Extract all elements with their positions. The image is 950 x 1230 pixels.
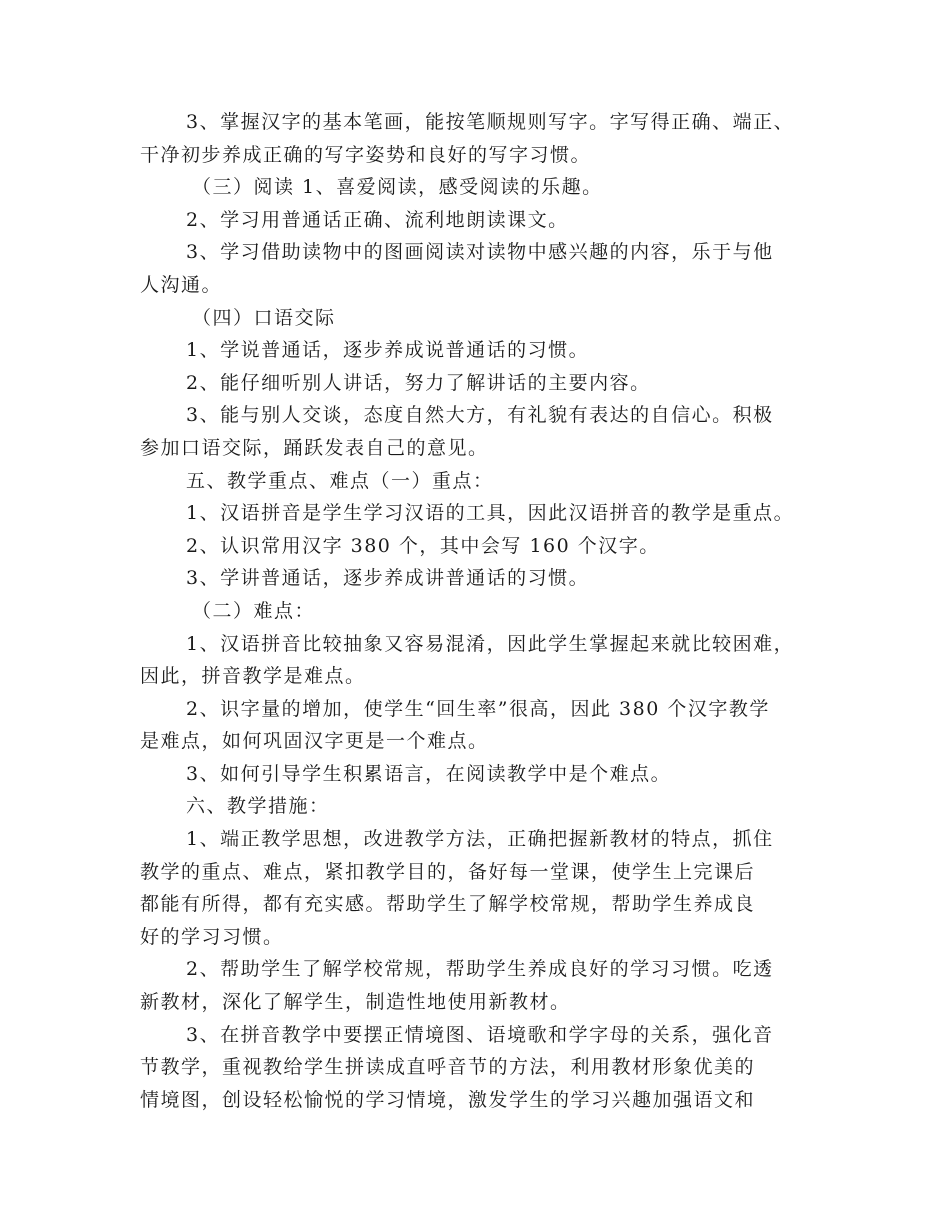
paragraph-line: 2、帮助学生了解学校常规，帮助学生养成良好的学习习惯。吃透	[186, 958, 774, 981]
paragraph-line: 3、掌握汉字的基本笔画，能按笔顺规则写字。字写得正确、端正、	[186, 111, 795, 133]
paragraph-line: 3、学习借助读物中的图画阅读对读物中感兴趣的内容，乐于与他	[186, 241, 774, 264]
paragraph-line: 好的学习习惯。	[140, 925, 284, 948]
paragraph-line: 教学的重点、难点，紧扣教学目的，备好每一堂课，使学生上完课后	[140, 860, 756, 883]
section-heading-oral: （四）口语交际	[192, 306, 336, 329]
paragraph-line: 3、如何引导学生积累语言，在阅读教学中是个难点。	[186, 762, 672, 785]
paragraph-line: 情境图，创设轻松愉悦的学习情境，激发学生的学习兴趣加强语文和	[140, 1088, 756, 1111]
paragraph-line: 节教学，重视教给学生拼读成直呼音节的方法，利用教材形象优美的	[140, 1056, 756, 1079]
paragraph-line: 3、能与别人交谈，态度自然大方，有礼貌有表达的自信心。积极	[186, 404, 774, 427]
paragraph-line: 2、学习用普通话正确、流利地朗读课文。	[186, 208, 569, 231]
paragraph-line: 是难点，如何巩固汉字更是一个难点。	[140, 730, 489, 753]
paragraph-line: 参加口语交际，踊跃发表自己的意见。	[140, 436, 489, 459]
paragraph-line: 因此，拼音教学是难点。	[140, 665, 366, 688]
section-heading-measures: 六、教学措施：	[186, 795, 330, 818]
paragraph-line: 干净初步养成正确的写字姿势和良好的写字习惯。	[140, 143, 592, 166]
paragraph-line: 人沟通。	[140, 273, 223, 296]
paragraph-line: 1、汉语拼音是学生学习汉语的工具，因此汉语拼音的教学是重点。	[186, 502, 795, 525]
section-heading-reading: （三）阅读 1、喜爱阅读，感受阅读的乐趣。	[192, 176, 603, 199]
paragraph-line: 3、学讲普通话，逐步养成讲普通话的习惯。	[186, 567, 590, 590]
section-heading-difficulties: （二）难点：	[192, 599, 316, 622]
document-body	[140, 106, 830, 1116]
paragraph-line: 1、端正教学思想，改进教学方法，正确把握新教材的特点，抓住	[186, 828, 774, 851]
paragraph-line: 2、认识常用汉字 380 个，其中会写 160 个汉字。	[186, 534, 660, 557]
paragraph-line: 新教材，深化了解学生，制造性地使用新教材。	[140, 991, 571, 1014]
paragraph-line: 1、学说普通话，逐步养成说普通话的习惯。	[186, 339, 590, 362]
paragraph-line: 3、在拼音教学中要摆正情境图、语境歌和学字母的关系，强化音	[186, 1023, 774, 1046]
paragraph-line: 都能有所得，都有充实感。帮助学生了解学校常规，帮助学生养成良	[140, 893, 756, 916]
paragraph-line: 2、识字量的增加，使学生“回生率”很高，因此 380 个汉字教学	[186, 697, 770, 720]
paragraph-line: 2、能仔细听别人讲话，努力了解讲话的主要内容。	[186, 371, 651, 394]
section-heading-key-points: 五、教学重点、难点（一）重点：	[186, 469, 494, 492]
paragraph-line: 1、汉语拼音比较抽象又容易混淆，因此学生掌握起来就比较困难，	[186, 632, 795, 655]
